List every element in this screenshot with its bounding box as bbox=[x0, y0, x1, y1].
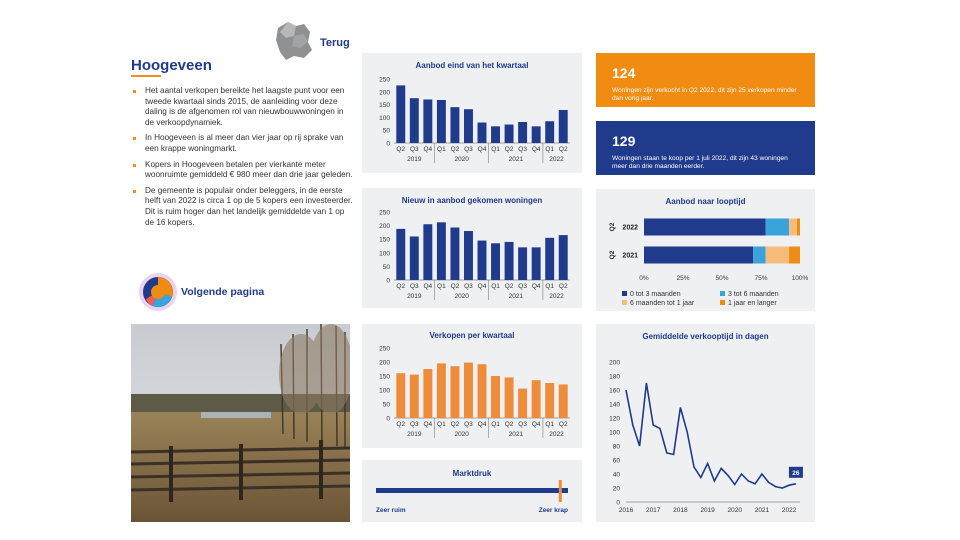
x-tick-label: Q1 bbox=[491, 283, 500, 290]
x-tick-label: 2018 bbox=[673, 507, 688, 514]
category-quarter-label: Q2 bbox=[609, 222, 616, 232]
kpi-sales-card bbox=[596, 53, 815, 107]
x-tick-label: 2017 bbox=[645, 507, 661, 514]
nieuw-chart bbox=[362, 188, 582, 308]
year-label: 2020 bbox=[454, 293, 469, 300]
x-tick-label: Q3 bbox=[409, 421, 419, 428]
bar bbox=[410, 375, 419, 418]
x-tick-label: 100% bbox=[791, 275, 809, 281]
stacked-bar-segment bbox=[766, 219, 789, 236]
y-tick-label: 50 bbox=[382, 401, 390, 409]
bar bbox=[545, 383, 554, 418]
bar bbox=[532, 126, 541, 143]
nieuw-title: Nieuw in aanbod gekomen woningen bbox=[401, 196, 543, 205]
bar bbox=[478, 123, 487, 143]
verkopen-title: Verkopen per kwartaal bbox=[429, 331, 515, 340]
x-tick-label: Q3 bbox=[518, 146, 527, 153]
y-tick-label: 50 bbox=[382, 127, 390, 135]
bar bbox=[396, 85, 405, 143]
gauge-marker bbox=[559, 480, 562, 502]
x-tick-label: Q4 bbox=[423, 146, 433, 153]
map-icon[interactable] bbox=[270, 18, 316, 64]
y-tick-label: 160 bbox=[609, 387, 620, 395]
y-tick-label: 100 bbox=[379, 250, 390, 258]
legend-item: 0 tot 3 maanden bbox=[622, 291, 681, 298]
marktdruk-chart bbox=[362, 460, 582, 522]
aanbod-panel bbox=[362, 53, 582, 173]
bar bbox=[437, 363, 446, 418]
y-tick-label: 250 bbox=[379, 76, 390, 84]
y-tick-label: 60 bbox=[612, 457, 620, 465]
bar bbox=[396, 373, 405, 418]
y-tick-label: 200 bbox=[379, 359, 390, 367]
x-tick-label: Q2 bbox=[504, 283, 514, 290]
kpi-sales-text: Woningen zijn verkocht in Q2 2022, dit zijn 25 verkopen minder dan vorig jaar. bbox=[612, 87, 797, 103]
pie-icon bbox=[138, 272, 178, 312]
verkooptijd-panel bbox=[596, 324, 815, 522]
year-label: 2021 bbox=[508, 156, 524, 163]
bar bbox=[410, 236, 419, 280]
x-tick-label: Q3 bbox=[409, 146, 419, 153]
bar bbox=[505, 125, 514, 143]
bar bbox=[532, 380, 541, 418]
x-tick-label: Q2 bbox=[396, 146, 406, 153]
bullet-item: Het aantal verkopen bereikte het laagste punt voor een tweede kwartaal sinds 2015, de aanleiding voor deze daling is de afgenomen rol van nieuwbouwwoningen in de verkoopdynamiek. bbox=[131, 86, 353, 128]
x-tick-label: Q2 bbox=[504, 146, 514, 153]
kpi-sales-value: 124 bbox=[612, 65, 636, 81]
verkopen-chart bbox=[362, 324, 582, 448]
x-tick-label: Q3 bbox=[464, 146, 473, 153]
y-tick-label: 0 bbox=[386, 277, 390, 285]
title-underline bbox=[131, 75, 161, 77]
bar bbox=[464, 109, 473, 143]
x-tick-label: Q1 bbox=[545, 146, 555, 153]
verkopen-panel bbox=[362, 324, 582, 448]
nieuw-panel bbox=[362, 188, 582, 308]
verkooptijd-chart bbox=[596, 324, 815, 522]
looptijd-chart bbox=[596, 189, 815, 281]
x-tick-label: Q2 bbox=[450, 283, 460, 290]
bar bbox=[518, 122, 527, 143]
bar bbox=[396, 229, 405, 280]
x-tick-label: Q1 bbox=[437, 146, 446, 153]
x-tick-label: Q1 bbox=[437, 421, 446, 428]
y-tick-label: 250 bbox=[379, 345, 390, 353]
y-tick-label: 0 bbox=[616, 499, 620, 507]
bar bbox=[437, 100, 446, 143]
x-tick-label: Q1 bbox=[437, 283, 446, 290]
x-tick-label: 0% bbox=[639, 275, 649, 281]
last-value-label: 26 bbox=[792, 469, 800, 477]
y-tick-label: 50 bbox=[382, 263, 390, 271]
bar bbox=[464, 231, 473, 280]
bar bbox=[505, 242, 514, 280]
x-tick-label: 25% bbox=[676, 275, 690, 281]
back-link[interactable]: Terug bbox=[320, 37, 350, 49]
x-tick-label: Q2 bbox=[558, 146, 568, 153]
y-tick-label: 150 bbox=[379, 236, 390, 244]
bar bbox=[423, 224, 432, 280]
next-page-button[interactable] bbox=[138, 270, 278, 314]
y-tick-label: 120 bbox=[609, 415, 620, 423]
verkooptijd-title: Gemiddelde verkooptijd in dagen bbox=[642, 332, 769, 341]
x-tick-label: Q2 bbox=[558, 421, 568, 428]
stacked-bar-segment bbox=[797, 219, 800, 236]
y-tick-label: 200 bbox=[379, 89, 390, 97]
x-tick-label: Q2 bbox=[504, 421, 514, 428]
x-tick-label: Q4 bbox=[531, 146, 541, 153]
x-tick-label: Q2 bbox=[558, 283, 568, 290]
stacked-bar-segment bbox=[789, 219, 797, 236]
bar bbox=[559, 235, 568, 280]
series-line bbox=[626, 383, 796, 488]
bullet-item: De gemeente is populair onder beleggers, in de eerste helft van 2022 is circa 1 op de 5 kopers een investeerder. Dit is ruim hoger dan het landelijk gemiddelde van 1 op de 16 kopers. bbox=[131, 186, 353, 228]
legend-item: 6 maanden tot 1 jaar bbox=[622, 300, 694, 307]
y-tick-label: 200 bbox=[609, 359, 620, 367]
bar bbox=[545, 121, 554, 143]
x-tick-label: Q2 bbox=[450, 421, 460, 428]
aanbod-chart bbox=[362, 53, 582, 173]
y-tick-label: 100 bbox=[609, 429, 620, 437]
x-tick-label: 75% bbox=[754, 275, 768, 281]
bar bbox=[437, 222, 446, 280]
x-tick-label: Q4 bbox=[477, 146, 487, 153]
kpi-supply-value: 129 bbox=[612, 133, 636, 149]
year-label: 2022 bbox=[549, 156, 564, 163]
x-tick-label: 2021 bbox=[754, 507, 770, 514]
bullet-list bbox=[131, 86, 353, 233]
category-quarter-label: Q2 bbox=[609, 250, 616, 260]
y-tick-label: 0 bbox=[386, 140, 390, 148]
y-tick-label: 200 bbox=[379, 223, 390, 231]
gauge-bar bbox=[376, 488, 568, 493]
aanbod-title: Aanbod eind van het kwartaal bbox=[415, 61, 529, 70]
stacked-bar-segment bbox=[644, 219, 766, 236]
year-label: 2020 bbox=[454, 431, 469, 438]
x-tick-label: Q3 bbox=[464, 421, 473, 428]
marktdruk-panel bbox=[362, 460, 582, 522]
landscape-photo bbox=[131, 324, 350, 522]
bar bbox=[478, 364, 487, 418]
stacked-bar-segment bbox=[753, 247, 765, 264]
x-tick-label: Q4 bbox=[531, 421, 541, 428]
y-tick-label: 20 bbox=[612, 485, 620, 493]
year-label: 2019 bbox=[407, 156, 422, 163]
legend-item: 1 jaar en langer bbox=[720, 300, 777, 307]
bar bbox=[410, 98, 419, 143]
bar bbox=[532, 247, 541, 280]
bar bbox=[450, 107, 459, 143]
x-tick-label: Q4 bbox=[477, 283, 487, 290]
bar bbox=[450, 366, 459, 418]
x-tick-label: Q3 bbox=[464, 283, 473, 290]
looptijd-panel bbox=[596, 189, 815, 311]
stacked-bar-segment bbox=[766, 247, 789, 264]
bar bbox=[423, 99, 432, 143]
x-tick-label: Q4 bbox=[423, 421, 433, 428]
bullet-item: Kopers in Hoogeveen betalen per vierkante meter woonruimte gemiddeld € 980 meer dan drie jaar geleden. bbox=[131, 160, 353, 181]
year-label: 2022 bbox=[549, 431, 564, 438]
category-year-label: 2021 bbox=[622, 252, 638, 260]
y-tick-label: 100 bbox=[379, 387, 390, 395]
x-tick-label: Q4 bbox=[423, 283, 433, 290]
bullet-item: In Hoogeveen is al meer dan vier jaar op rij sprake van een krappe woningmarkt. bbox=[131, 133, 353, 154]
y-tick-label: 150 bbox=[379, 373, 390, 381]
stacked-bar-segment bbox=[789, 247, 800, 264]
x-tick-label: Q1 bbox=[545, 283, 555, 290]
kpi-supply-card bbox=[596, 121, 815, 175]
year-label: 2021 bbox=[508, 431, 524, 438]
x-tick-label: Q3 bbox=[518, 421, 527, 428]
year-label: 2022 bbox=[549, 293, 564, 300]
bar bbox=[491, 376, 500, 418]
x-tick-label: Q1 bbox=[491, 146, 500, 153]
page-title: Hoogeveen bbox=[131, 57, 212, 74]
x-tick-label: Q4 bbox=[477, 421, 487, 428]
y-tick-label: 80 bbox=[612, 443, 620, 451]
bar bbox=[478, 241, 487, 280]
x-tick-label: 50% bbox=[715, 275, 729, 281]
y-tick-label: 180 bbox=[609, 373, 620, 381]
stacked-bar-segment bbox=[644, 247, 753, 264]
bar bbox=[423, 369, 432, 418]
x-tick-label: 2020 bbox=[727, 507, 742, 514]
x-tick-label: Q3 bbox=[518, 283, 527, 290]
y-tick-label: 140 bbox=[609, 401, 620, 409]
bar bbox=[491, 243, 500, 280]
gauge-right-label: Zeer krap bbox=[538, 507, 568, 514]
x-tick-label: Q1 bbox=[545, 421, 555, 428]
looptijd-title: Aanbod naar looptijd bbox=[665, 197, 746, 206]
marktdruk-title: Marktdruk bbox=[452, 469, 492, 478]
y-tick-label: 40 bbox=[612, 471, 620, 479]
bar bbox=[491, 126, 500, 143]
x-tick-label: 2016 bbox=[618, 507, 634, 514]
bar bbox=[545, 238, 554, 280]
gauge-left-label: Zeer ruim bbox=[376, 507, 406, 514]
y-tick-label: 250 bbox=[379, 209, 390, 217]
x-tick-label: Q3 bbox=[409, 283, 419, 290]
y-tick-label: 0 bbox=[386, 415, 390, 423]
year-label: 2019 bbox=[407, 293, 422, 300]
x-tick-label: Q4 bbox=[531, 283, 541, 290]
x-tick-label: Q1 bbox=[491, 421, 500, 428]
y-tick-label: 100 bbox=[379, 114, 390, 122]
x-tick-label: 2022 bbox=[781, 507, 797, 514]
year-label: 2020 bbox=[454, 156, 469, 163]
category-year-label: 2022 bbox=[622, 224, 638, 232]
next-page-label: Volgende pagina bbox=[181, 286, 265, 298]
bar bbox=[559, 110, 568, 143]
bar bbox=[464, 363, 473, 418]
x-tick-label: Q2 bbox=[396, 421, 406, 428]
kpi-supply-text: Woningen staan te koop per 1 juli 2022, dit zijn 43 woningen meer dan drie maanden eerder. bbox=[612, 155, 788, 171]
year-label: 2021 bbox=[508, 293, 524, 300]
bar bbox=[450, 228, 459, 280]
bar bbox=[518, 247, 527, 280]
legend-item: 3 tot 6 maanden bbox=[720, 291, 779, 298]
year-label: 2019 bbox=[407, 431, 422, 438]
bar bbox=[518, 389, 527, 418]
y-tick-label: 150 bbox=[379, 102, 390, 110]
x-tick-label: Q2 bbox=[396, 283, 406, 290]
bar bbox=[505, 377, 514, 418]
x-tick-label: Q2 bbox=[450, 146, 460, 153]
x-tick-label: 2019 bbox=[700, 507, 715, 514]
bar bbox=[559, 384, 568, 418]
